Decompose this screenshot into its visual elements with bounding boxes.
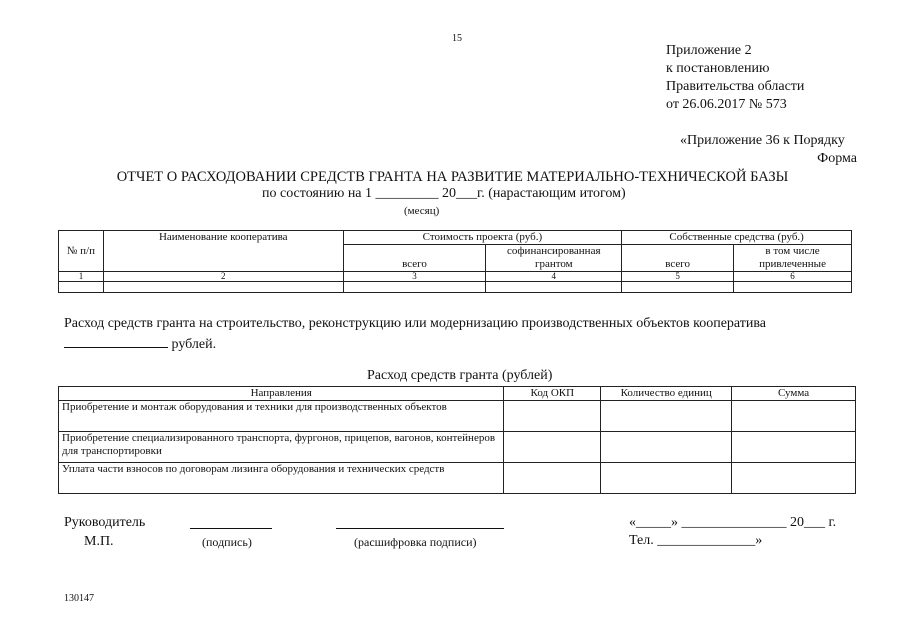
table-cell[interactable] xyxy=(504,432,601,463)
table-cell[interactable] xyxy=(486,282,622,293)
document-code: 130147 xyxy=(64,593,94,604)
expense-table-header-row xyxy=(59,387,856,401)
column-number: 2 xyxy=(103,272,343,282)
cost-table-data-row xyxy=(59,282,852,293)
signature-caption: (подпись) xyxy=(202,535,252,549)
table-cell[interactable] xyxy=(601,401,732,432)
expense-row-leasing xyxy=(59,463,856,494)
phone-line: Тел. ______________» xyxy=(629,533,763,548)
table-cell[interactable] xyxy=(59,282,104,293)
col-own-funds-header: Собственные средства (руб.) xyxy=(622,231,852,245)
expense-table-caption: Расход средств гранта (рублей) xyxy=(367,368,553,383)
appendix-line-2: к постановлению xyxy=(666,61,770,76)
column-number: 5 xyxy=(622,272,734,282)
date-line: «_____» _______________ 20___ г. xyxy=(629,515,837,530)
column-number: 1 xyxy=(59,272,104,282)
appendix-reference: «Приложение 36 к Порядку xyxy=(680,133,845,148)
cost-table-header-row xyxy=(59,231,852,245)
col-units-count-header: Количество единиц xyxy=(601,387,732,401)
col-okp-code-header: Код ОКП xyxy=(504,387,601,401)
col-cooperative-name-header: Наименование кооператива xyxy=(103,231,343,272)
page-number: 15 xyxy=(452,33,462,44)
col-directions-header: Направления xyxy=(59,387,504,401)
direction-label: Приобретение и монтаж оборудования и техники для производственных объектов xyxy=(59,401,504,432)
table-cell[interactable] xyxy=(732,401,856,432)
grant-expense-amount-line xyxy=(64,335,216,353)
table-cell[interactable] xyxy=(601,463,732,494)
table-cell[interactable] xyxy=(622,282,734,293)
table-cell[interactable] xyxy=(601,432,732,463)
report-title: ОТЧЕТ О РАСХОДОВАНИИ СРЕДСТВ ГРАНТА НА РАЗВИТИЕ МАТЕРИАЛЬНО-ТЕХНИЧЕСКОЙ БАЗЫ xyxy=(116,169,789,185)
signature-decode-line[interactable] xyxy=(336,528,504,529)
col-sum-header: Сумма xyxy=(732,387,856,401)
cost-table-number-row xyxy=(59,272,852,282)
table-cell[interactable] xyxy=(343,282,486,293)
table-cell[interactable] xyxy=(732,463,856,494)
form-label: Форма xyxy=(817,151,857,166)
table-cell[interactable] xyxy=(734,282,852,293)
direction-label: Приобретение специализированного транспорта, фургонов, прицепов, вагонов, контейнеров для транспортировки xyxy=(59,432,504,463)
signature-decode-caption: (расшифровка подписи) xyxy=(354,535,477,549)
col-own-attracted-header: в том числе привлеченные xyxy=(734,245,852,272)
expense-row-equipment xyxy=(59,401,856,432)
col-own-total-header: всего xyxy=(622,245,734,272)
col-cost-cofinanced-header: софинансированная грантом xyxy=(486,245,622,272)
table-cell[interactable] xyxy=(732,432,856,463)
amount-suffix: рублей. xyxy=(171,337,217,352)
col-project-cost-header: Стоимость проекта (руб.) xyxy=(343,231,622,245)
appendix-line-1: Приложение 2 xyxy=(666,43,752,58)
column-number: 6 xyxy=(734,272,852,282)
col-cost-total-header: всего xyxy=(343,245,486,272)
col-number-header: № п/п xyxy=(59,231,104,272)
report-subtitle: по состоянию на 1 _________ 20___г. (нарастающим итогом) xyxy=(262,186,626,201)
column-number: 4 xyxy=(486,272,622,282)
month-note: (месяц) xyxy=(404,205,440,217)
amount-blank[interactable] xyxy=(64,335,168,348)
expense-table xyxy=(58,386,856,494)
table-cell[interactable] xyxy=(103,282,343,293)
column-number: 3 xyxy=(343,272,486,282)
head-label: Руководитель xyxy=(64,515,146,530)
seal-place-label: М.П. xyxy=(84,534,114,549)
appendix-line-4: от 26.06.2017 № 573 xyxy=(666,97,787,112)
cost-table xyxy=(58,230,852,293)
appendix-line-3: Правительства области xyxy=(666,79,805,94)
direction-label: Уплата части взносов по договорам лизинга оборудования и технических средств xyxy=(59,463,504,494)
table-cell[interactable] xyxy=(504,463,601,494)
expense-row-transport xyxy=(59,432,856,463)
table-cell[interactable] xyxy=(504,401,601,432)
appendix-block xyxy=(666,42,804,114)
signature-line[interactable] xyxy=(190,528,272,529)
grant-expense-paragraph: Расход средств гранта на строительство, реконструкцию или модернизацию производственных объектов кооператива xyxy=(64,316,767,331)
